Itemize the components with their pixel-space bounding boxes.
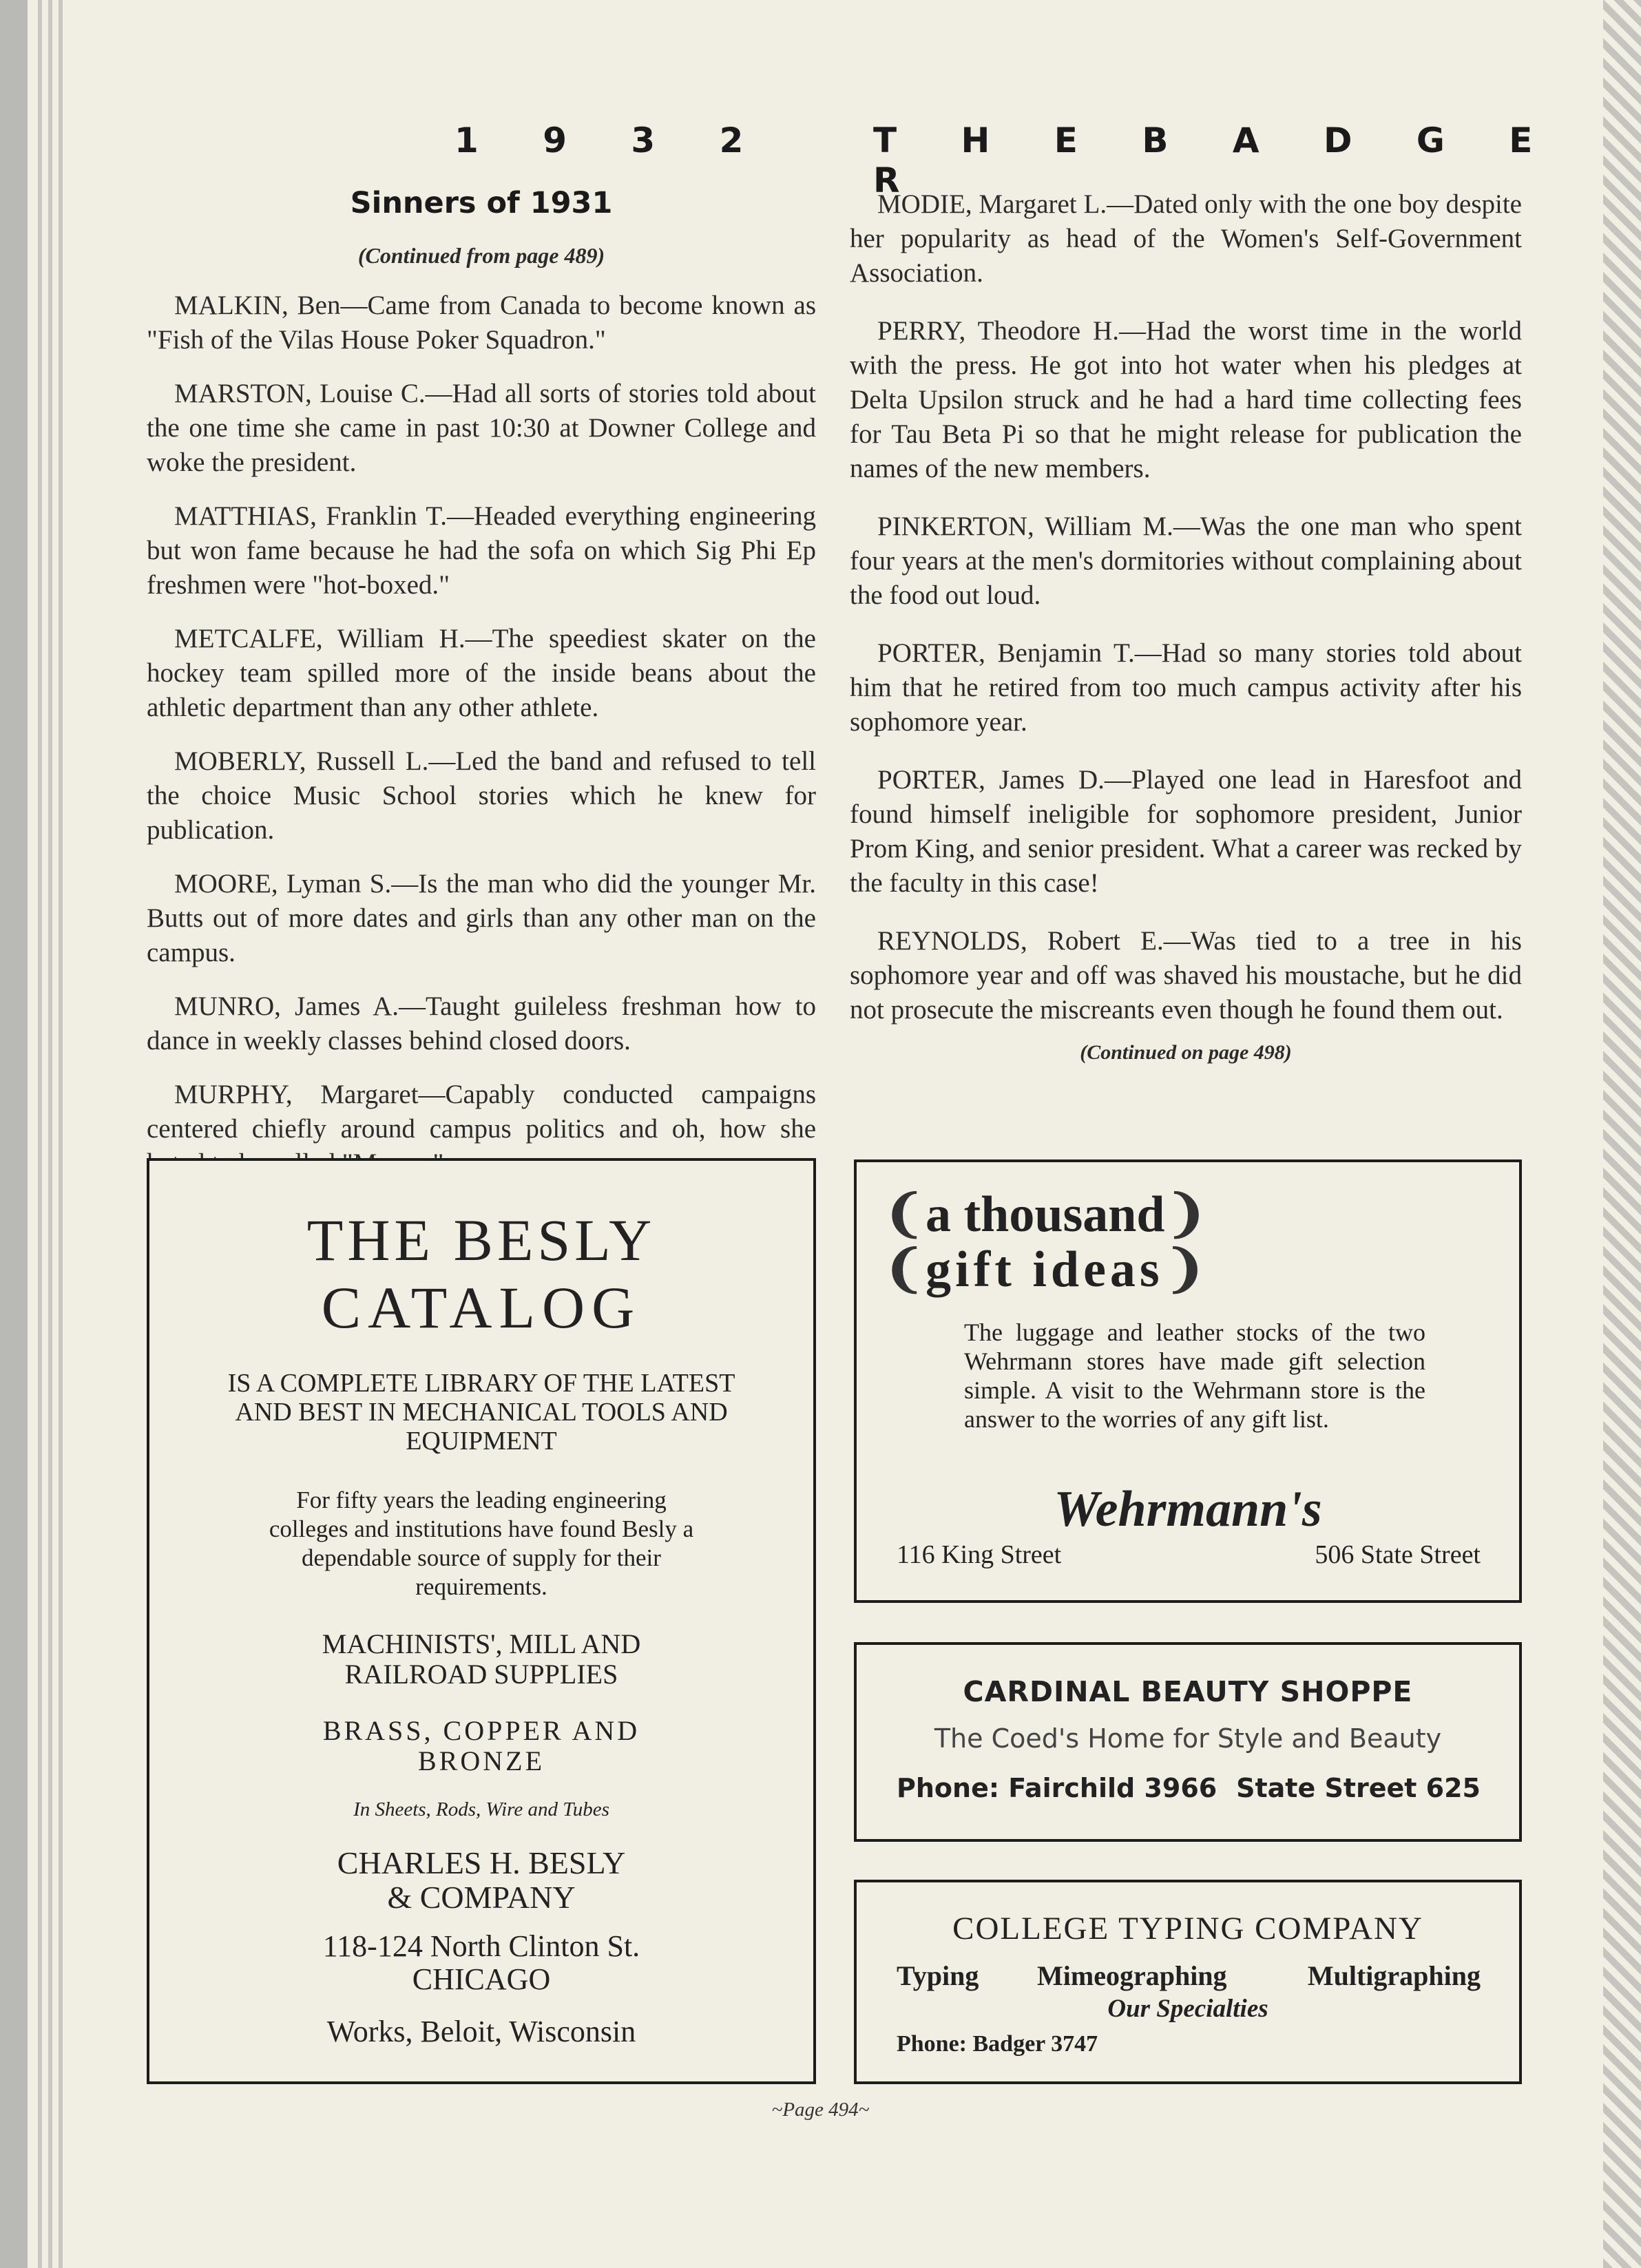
besly-company-2: & COMPANY [387, 1880, 576, 1915]
right-decorative-border [1603, 0, 1641, 2268]
page-number: ~Page 494~ [771, 2099, 870, 2121]
besly-address-2: CHICAGO [412, 1962, 551, 1996]
wehrmann-address-right: 506 State Street [1315, 1540, 1481, 1569]
header-title: T H E B A D G E R [873, 120, 1559, 200]
typing-service-3: Multigraphing [1307, 1960, 1481, 1991]
entry: MURPHY, Margaret—Capably conducted campaigns centered chiefly around campus politics and oh, how she [147, 1080, 816, 1144]
besly-title-2: CATALOG [321, 1274, 642, 1341]
wehrmann-headline: ❨a thousand❩ ❨gift ideas❩ [883, 1186, 1208, 1298]
ad-cardinal [854, 1642, 1522, 1842]
typing-service-2: Mimeographing [1037, 1960, 1227, 1991]
ad-typing [854, 1880, 1522, 2084]
besly-works: Works, Beloit, Wisconsin [326, 2015, 636, 2048]
besly-line2: BRASS, COPPER AND BRONZE [322, 1715, 640, 1776]
wehrmann-head-1: a thousand [926, 1186, 1165, 1243]
left-column [147, 185, 816, 1200]
entry: REYNOLDS, Robert E.—Was tied to a tree in his sophomore year and off was shaved his moustache, but he did not prosecute the miscreants even though he found them out. [850, 926, 1522, 1025]
entry: MODIE, Margaret L.—Dated only with the one boy despite her popularity as head of the Women's Self-Government Association. [850, 189, 1522, 288]
typing-service-1: Typing [897, 1960, 979, 1991]
besly-company-1: CHARLES H. BESLY [337, 1845, 626, 1880]
entry: MALKIN, Ben—Came from Canada to become known as "Fish of the Vilas House Poker Squadron." [147, 291, 816, 355]
left-rule-line [59, 0, 63, 2268]
entry: PERRY, Theodore H.—Had the worst time in the world with the press. He got into hot water when his pledges at Delta Upsilon struck and he had a hard time collecting fees for Tau Beta Pi so that he might release for publication the names of the new members. [850, 316, 1522, 483]
ad-wehrmann [854, 1159, 1522, 1603]
besly-line1: MACHINISTS', MILL AND RAILROAD SUPPLIES [322, 1628, 641, 1690]
entry: METCALFE, William H.—The speediest skater on the hockey team spilled more of the inside beans about the athletic department than any other athlete. [147, 624, 816, 722]
cardinal-address: State Street 625 [1236, 1773, 1481, 1803]
ad-besly [147, 1158, 816, 2084]
section-title: Sinners of 1931 [350, 186, 613, 220]
cardinal-phone: Phone: Fairchild 3966 [897, 1773, 1217, 1803]
left-margin-border [0, 0, 28, 2268]
besly-line3: In Sheets, Rods, Wire and Tubes [353, 1798, 609, 1820]
right-column [850, 187, 1522, 1070]
continued-note: (Continued on page 498) [1080, 1041, 1292, 1064]
wehrmann-name: Wehrmann's [1054, 1481, 1322, 1537]
entry: MATTHIAS, Franklin T.—Headed everything engineering but won fame because he had the sofa on which Sig Phi Ep freshmen were "hot-boxed." [147, 501, 816, 600]
besly-title-1: THE BESLY [306, 1207, 656, 1273]
cardinal-name: CARDINAL BEAUTY SHOPPE [963, 1675, 1413, 1708]
besly-body: For fifty years the leading engineering colleges and institutions have found Besly a dependable source of supply for their requirements. [269, 1487, 694, 1600]
typing-name: COLLEGE TYPING COMPANY [952, 1911, 1423, 1946]
wehrmann-address-left: 116 King Street [897, 1540, 1062, 1569]
cardinal-tagline: The Coed's Home for Style and Beauty [934, 1723, 1442, 1754]
besly-tagline: IS A COMPLETE LIBRARY OF THE LATEST AND BEST IN MECHANICAL TOOLS AND EQUIPMENT [227, 1369, 735, 1456]
section-subtitle: (Continued from page 489) [357, 243, 605, 268]
entry: PORTER, James D.—Played one lead in Haresfoot and found himself ineligible for sophomore president, Junior Prom King, and senior president. What a career was recked by the faculty in this case! [850, 765, 1522, 898]
entry: MOORE, Lyman S.—Is the man who did the younger Mr. Butts out of more dates and girls than any other man on the campus. [147, 869, 816, 967]
entry: MUNRO, James A.—Taught guileless freshman how to dance in weekly classes behind closed doors. [147, 991, 816, 1056]
wehrmann-head-2: gift ideas [926, 1241, 1164, 1298]
typing-specialties: Our Specialties [1107, 1995, 1268, 2023]
wehrmann-body: The luggage and leather stocks of the two Wehrmann stores have made gift selection simple. A visit to the Wehrmann store is the answer to the worries of any gift list. [964, 1319, 1425, 1433]
header-year: 1 9 3 2 [454, 120, 770, 160]
typing-phone: Phone: Badger 3747 [897, 2031, 1098, 2057]
entry: PINKERTON, William M.—Was the one man who spent four years at the men's dormitories without complaining about the food out loud. [850, 512, 1522, 610]
left-rule-line [48, 0, 52, 2268]
entry: PORTER, Benjamin T.—Had so many stories told about him that he retired from too much campus activity after his sophomore year. [850, 638, 1522, 737]
left-rule-line [38, 0, 42, 2268]
besly-address-1: 118-124 North Clinton St. [322, 1929, 640, 1963]
entry: MOBERLY, Russell L.—Led the band and refused to tell the choice Music School stories which he knew for publication. [147, 746, 816, 845]
entry: MARSTON, Louise C.—Had all sorts of stories told about the one time she came in past 10:30 at Downer College and woke the president. [147, 379, 816, 477]
